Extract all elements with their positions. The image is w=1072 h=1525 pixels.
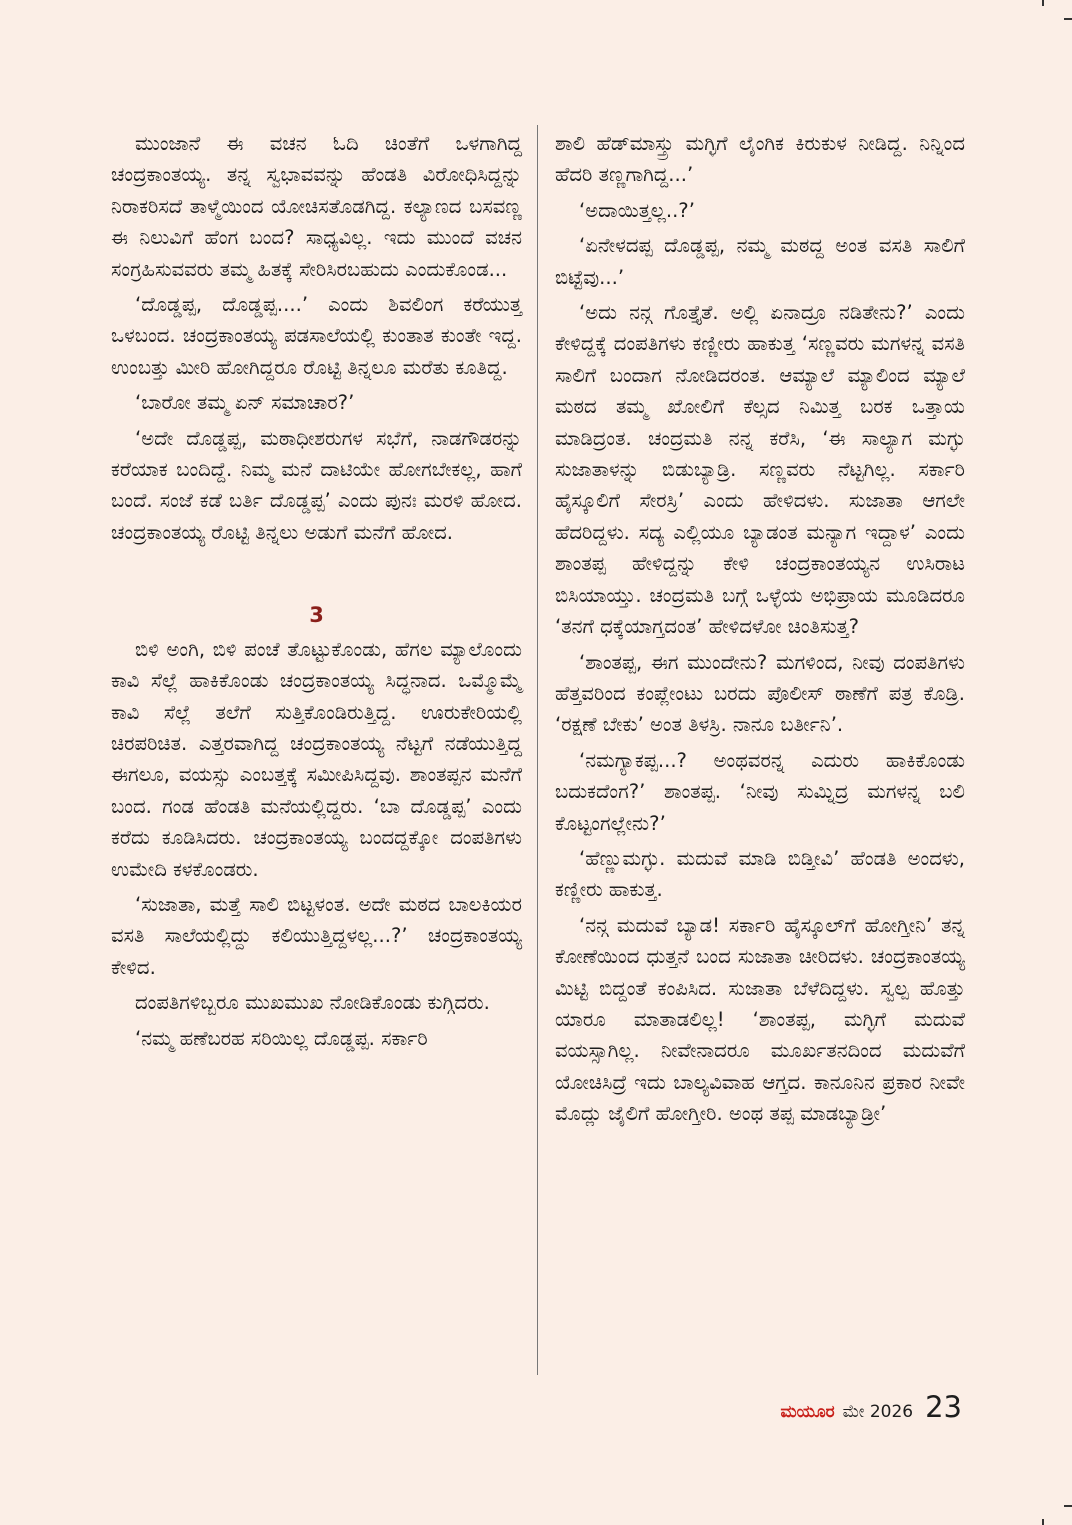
paragraph-continuation: ಶಾಲಿ ಹೆಡ್‌ಮಾಸ್ತ್ರು ಮಗ್ಳಿಗೆ ಲೈಂಗಿಕ ಕಿರುಕುಳ ನೀಡಿದ್ದ. ನಿನ್ನಿಂದ ಹೆದರಿ ತಣ್ಣಗಾಗಿದ್ದ...’	[555, 132, 965, 187]
issue-date: ಮೇ 2026	[842, 1402, 914, 1422]
page-footer	[780, 1390, 962, 1424]
paragraph: ‘ನನ್ಗ ಮದುವೆ ಬ್ಯಾಡ! ಸರ್ಕಾರಿ ಹೈಸ್ಕೂಲ್‌ಗೆ ಹೋಗ್ತೀನಿ’ ತನ್ನ ಕೋಣೆಯಿಂದ ಧುತ್ತನೆ ಬಂದ ಸುಜಾತಾ ಚೀರಿದಳು. ಚಂದ್ರಕಾಂತಯ್ಯ ಮಿಟ್ಟಿ ಬಿದ್ದಂತೆ ಕಂಪಿಸಿದ. ಸುಜಾತಾ ಬೆಳೆದಿದ್ದಳು. ಸ್ವಲ್ಪ ಹೊತ್ತು ಯಾರೂ ಮಾತಾಡಲಿಲ್ಲ! ‘ಶಾಂತಪ್ಪ, ಮಗ್ಳಿಗೆ ಮದುವೆ ವಯಸ್ಸಾಗಿಲ್ಲ. ನೀವೇನಾದರೂ ಮೂರ್ಖತನದಿಂದ ಮದುವೆಗೆ ಯೋಚಿಸಿದ್ರೆ ಇದು ಬಾಲ್ಯವಿವಾಹ ಆಗ್ತದ. ಕಾನೂನಿನ ಪ್ರಕಾರ ನೀವೇ ಮೊದ್ಲು ಜೈಲಿಗೆ ಹೋಗ್ತೀರಿ. ಅಂಥ ತಪ್ಪ ಮಾಡಬ್ಯಾಡ್ರೀ’	[555, 913, 965, 1126]
paragraph: ‘ಹೆಣ್ಣುಮಗ್ಳು. ಮದುವೆ ಮಾಡಿ ಬಿಡ್ತೀವಿ’ ಹೆಂಡತಿ ಅಂದಳು, ಕಣ್ಣೀರು ಹಾಕುತ್ತ.	[555, 846, 965, 902]
magazine-name: ಮಯೂರ	[780, 1402, 835, 1422]
crop-mark	[1064, 1505, 1072, 1507]
crop-mark	[1064, 18, 1072, 20]
paragraph: ‘ಬಾರೋ ತಮ್ಮ ಏನ್ ಸಮಾಚಾರ?’	[135, 391, 355, 415]
column-divider	[537, 125, 538, 1375]
paragraph: ಬಿಳಿ ಅಂಗಿ, ಬಿಳಿ ಪಂಚೆ ತೊಟ್ಟುಕೊಂಡು, ಹೆಗಲ ಮ್ಯಾಲೊಂದು ಕಾವಿ ಸೆಲ್ಲೆ ಹಾಕಿಕೊಂಡು ಚಂದ್ರಕಾಂತಯ್ಯ ಸಿದ್ಧನಾದ. ಒಮ್ಮೊಮ್ಮೆ ಕಾವಿ ಸೆಲ್ಲೆ ತಲೆಗೆ ಸುತ್ತಿಕೊಂಡಿರುತ್ತಿದ್ದ. ಊರುಕೇರಿಯಲ್ಲಿ ಚಿರಪರಿಚಿತ. ಎತ್ತರವಾಗಿದ್ದ ಚಂದ್ರಕಾಂತಯ್ಯ ನೆಟ್ಟಗೆ ನಡೆಯುತ್ತಿದ್ದ ಈಗಲೂ, ವಯಸ್ಸು ಎಂಬತ್ತಕ್ಕೆ ಸಮೀಪಿಸಿದ್ದವು. ಶಾಂತಪ್ಪನ ಮನೆಗೆ ಬಂದ. ಗಂಡ ಹೆಂಡತಿ ಮನೆಯಲ್ಲಿದ್ದರು. ‘ಬಾ ದೊಡ್ಡಪ್ಪ’ ಎಂದು ಕರೆದು ಕೂಡಿಸಿದರು. ಚಂದ್ರಕಾಂತಯ್ಯ ಬಂದದ್ದಕ್ಕೋ ದಂಪತಿಗಳು ಉಮೇದಿ ಕಳಕೊಂಡರು.	[111, 637, 522, 881]
paragraph: ಮುಂಜಾನೆ ಈ ವಚನ ಓದಿ ಚಿಂತೆಗೆ ಒಳಗಾಗಿದ್ದ ಚಂದ್ರಕಾಂತಯ್ಯ. ತನ್ನ ಸ್ವಭಾವವನ್ನು ಹೆಂಡತಿ ವಿರೋಧಿಸಿದ್ದನ್ನು ನಿರಾಕರಿಸದೆ ತಾಳ್ಮೆಯಿಂದ ಯೋಚಿಸತೊಡಗಿದ್ದ. ಕಲ್ಯಾಣದ ಬಸವಣ್ಣ ಈ ನಿಲುವಿಗೆ ಹೆಂಗ ಬಂದ? ಸಾಧ್ಯವಿಲ್ಲ. ಇದು ಮುಂದೆ ವಚನ ಸಂಗ್ರಹಿಸುವವರು ತಮ್ಮ ಹಿತಕ್ಕೆ ಸೇರಿಸಿರಬಹುದು ಎಂದುಕೊಂಡ...	[111, 132, 522, 281]
right-column	[555, 128, 965, 1134]
paragraph: ‘ಶಾಂತಪ್ಪ, ಈಗ ಮುಂದೇನು? ಮಗಳಿಂದ, ನೀವು ದಂಪತಿಗಳು ಹೆತ್ತವರಿಂದ ಕಂಪ್ಲೇಂಟು ಬರದು ಪೊಲೀಸ್ ಠಾಣೆಗೆ ಪತ್ರ ಕೊಡ್ರಿ. ‘ರಕ್ಷಣೆ ಬೇಕು’ ಅಂತ ತಿಳಸ್ರಿ. ನಾನೂ ಬರ್ತೀನಿ’.	[555, 650, 965, 737]
paragraph: ‘ನಮಗ್ಯಾಕಪ್ಪ...? ಅಂಥವರನ್ನ ಎದುರು ಹಾಕಿಕೊಂಡು ಬದುಕದೆಂಗ?’ ಶಾಂತಪ್ಪ. ‘ನೀವು ಸುಮ್ನಿದ್ರ ಮಗಳನ್ನ ಬಲಿ ಕೊಟ್ಟಂಗಲ್ಲೇನು?’	[555, 748, 965, 835]
left-column	[111, 128, 522, 1058]
page-number: 23	[925, 1390, 962, 1424]
paragraph: ‘ಏನೇಳದಪ್ಪ ದೊಡ್ಡಪ್ಪ, ನಮ್ಮ ಮಠದ್ದ ಅಂತ ವಸತಿ ಸಾಲಿಗೆ ಬಿಟ್ಟೆವು...’	[555, 234, 965, 289]
paragraph: ‘ಅದೇ ದೊಡ್ಡಪ್ಪ, ಮಠಾಧೀಶರುಗಳ ಸಭೆಗೆ, ನಾಡಗೌಡರನ್ನು ಕರೆಯಾಕ ಬಂದಿದ್ದೆ. ನಿಮ್ಮ ಮನೆ ದಾಟಿಯೇ ಹೋಗಬೇಕಲ್ಲ, ಹಾಗೆ ಬಂದೆ. ಸಂಜೆ ಕಡೆ ಬರ್ತಿ ದೊಡ್ಡಪ್ಪ’ ಎಂದು ಪುನಃ ಮರಳಿ ಹೋದ. ಚಂದ್ರಕಾಂತಯ್ಯ ರೊಟ್ಟಿ ತಿನ್ನಲು ಅಡುಗೆ ಮನೆಗೆ ಹೋದ.	[111, 426, 522, 544]
paragraph: ‘ಸುಜಾತಾ, ಮತ್ತೆ ಸಾಲಿ ಬಿಟ್ಟಳಂತ. ಅದೇ ಮಠದ ಬಾಲಕಿಯರ ವಸತಿ ಸಾಲೆಯಲ್ಲಿದ್ದು ಕಲಿಯುತ್ತಿದ್ದಳಲ್ಲ...?’ ಚಂದ್ರಕಾಂತಯ್ಯ ಕೇಳಿದ.	[111, 892, 522, 979]
paragraph: ‘ದೊಡ್ಡಪ್ಪ, ದೊಡ್ಡಪ್ಪ....’ ಎಂದು ಶಿವಲಿಂಗ ಕರೆಯುತ್ತ ಒಳಬಂದ. ಚಂದ್ರಕಾಂತಯ್ಯ ಪಡಸಾಲೆಯಲ್ಲಿ ಕುಂತಾತ ಕುಂತೇ ಇದ್ದ. ಉಂಬತ್ತು ಮೀರಿ ಹೋಗಿದ್ದರೂ ರೊಟ್ಟಿ ತಿನ್ನಲೂ ಮರೆತು ಕೂತಿದ್ದ.	[111, 293, 522, 379]
crop-mark	[1042, 1519, 1044, 1525]
paragraph: ‘ಅದಾಯಿತ್ತಲ್ಲ..?’	[579, 198, 695, 222]
crop-mark	[1042, 0, 1044, 6]
section-number: 3	[309, 603, 324, 628]
paragraph: ದಂಪತಿಗಳಿಬ್ಬರೂ ಮುಖಮುಖ ನೋಡಿಕೊಂಡು ಕುಗ್ಗಿದರು.	[135, 991, 490, 1015]
paragraph: ‘ನಮ್ಮ ಹಣೆಬರಹ ಸರಿಯಿಲ್ಲ ದೊಡ್ಡಪ್ಪ. ಸರ್ಕಾರಿ	[135, 1026, 428, 1050]
paragraph: ‘ಅದು ನನ್ಗ ಗೊತ್ತೈತೆ. ಅಲ್ಲಿ ಏನಾದ್ರೂ ನಡಿತೇನು?’ ಎಂದು ಕೇಳಿದ್ದಕ್ಕೆ ದಂಪತಿಗಳು ಕಣ್ಣೀರು ಹಾಕುತ್ತ ‘ಸಣ್ಣವರು ಮಗಳನ್ನ ವಸತಿ ಸಾಲಿಗೆ ಬಂದಾಗ ನೋಡಿದರಂತ. ಆಮ್ಯಾಲೆ ಮ್ಯಾಲಿಂದ ಮ್ಯಾಲೆ ಮಠದ ತಮ್ಮ ಖೋಲಿಗೆ ಕೆಲ್ಸದ ನಿಮಿತ್ತ ಬರಕ ಒತ್ತಾಯ ಮಾಡಿದ್ರಂತ. ಚಂದ್ರಮತಿ ನನ್ನ ಕರೆಸಿ, ‘ಈ ಸಾಲ್ಯಾಗ ಮಗ್ಳು ಸುಜಾತಾಳನ್ನು ಬಿಡುಬ್ಯಾಡ್ರಿ. ಸಣ್ಣವರು ನೆಟ್ಟಗಿಲ್ಲ. ಸರ್ಕಾರಿ ಹೈಸ್ಕೂಲಿಗೆ ಸೇರಸ್ರಿ’ ಎಂದು ಹೇಳಿದಳು. ಸುಜಾತಾ ಆಗಲೇ ಹೆದರಿದ್ದಳು. ಸದ್ಯ ಎಲ್ಲಿಯೂ ಬ್ಯಾಡಂತ ಮನ್ಯಾಗ ಇದ್ದಾಳ’ ಎಂದು ಶಾಂತಪ್ಪ ಹೇಳಿದ್ದನ್ನು ಕೇಳಿ ಚಂದ್ರಕಾಂತಯ್ಯನ ಉಸಿರಾಟ ಬಿಸಿಯಾಯ್ತು. ಚಂದ್ರಮತಿ ಬಗ್ಗೆ ಒಳ್ಳೆಯ ಅಭಿಪ್ರಾಯ ಮೂಡಿದರೂ ‘ತನಗೆ ಧಕ್ಕೆಯಾಗ್ತದಂತ’ ಹೇಳಿದಳೋ ಚಿಂತಿಸುತ್ತ?	[555, 301, 965, 639]
